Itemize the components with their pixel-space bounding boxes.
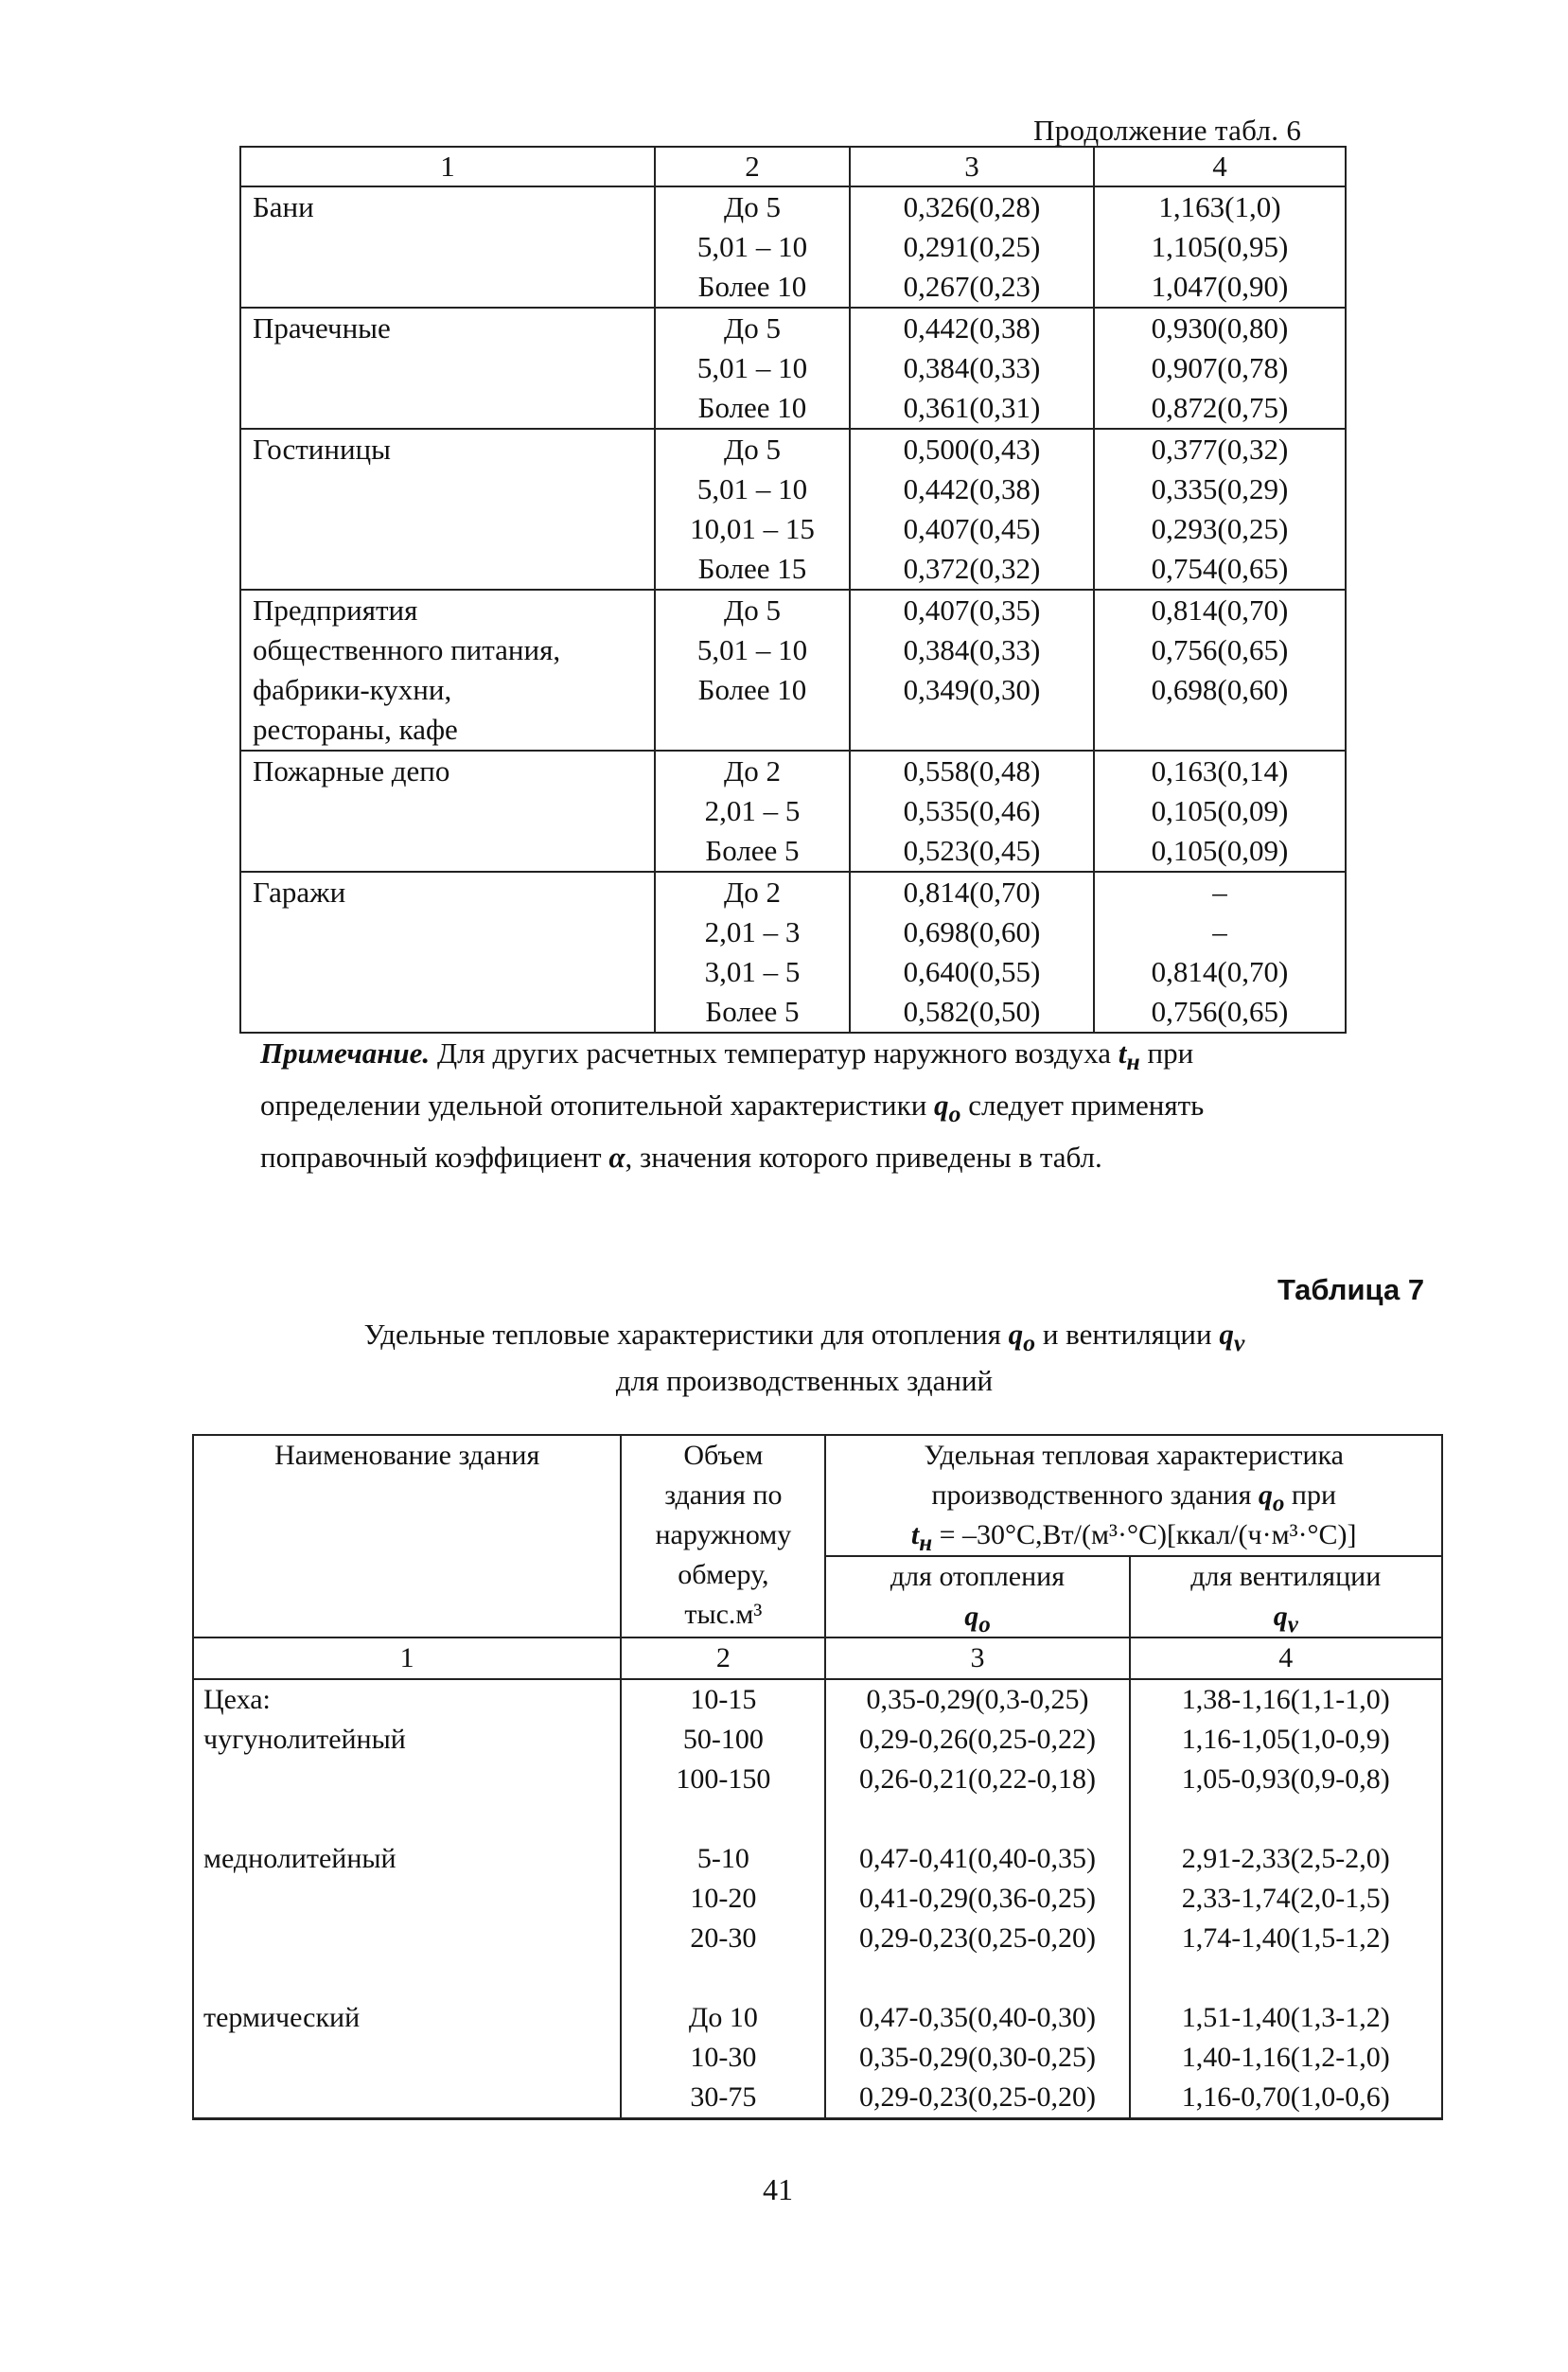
table6-building-name-line: фабрики-кухни, xyxy=(253,673,452,706)
table6-ventilation-line: – xyxy=(1212,876,1227,909)
table7-heating-line: 0,29-0,23(0,25-0,20) xyxy=(859,2081,1096,2113)
table6-building-name xyxy=(240,872,655,1033)
table6-volume xyxy=(655,186,850,308)
table6-ventilation-line: 1,163(1,0) xyxy=(1158,190,1281,223)
table6-volume-line: 2,01 – 5 xyxy=(704,794,801,827)
table6-volume xyxy=(655,751,850,872)
table6-heating-line: 0,407(0,35) xyxy=(903,593,1041,627)
table6-heating-value xyxy=(850,590,1094,751)
table7-number-cell: 3 xyxy=(825,1637,1129,1679)
table6-header-cell: 4 xyxy=(1094,147,1346,186)
table7-head-volume xyxy=(621,1435,825,1637)
table6-volume-line: 2,01 – 3 xyxy=(704,915,801,948)
table6-building-name-line: Гостиницы xyxy=(253,433,391,466)
table7-ventilation-value xyxy=(1130,1679,1442,1839)
table7-ventilation-line: 2,33-1,74(2,0-1,5) xyxy=(1181,1883,1390,1914)
table7-head-spec-symbol-t-sub: н xyxy=(919,1531,933,1556)
table7-head-spec-text: при xyxy=(1284,1479,1337,1511)
table7-spacer xyxy=(203,1879,610,1919)
table6-ventilation-line: 0,105(0,09) xyxy=(1151,834,1289,867)
table7-head-spec-symbol-q: q xyxy=(1258,1479,1273,1511)
table6-volume-line: 3,01 – 5 xyxy=(704,955,801,988)
table7-ventilation-line: 1,38-1,16(1,1-1,0) xyxy=(1181,1684,1390,1715)
table6-header-cell: 2 xyxy=(655,147,850,186)
table6-volume-line: 5,01 – 10 xyxy=(696,351,808,384)
table6-building-name-line: общественного питания, xyxy=(253,633,561,666)
table7-spacer xyxy=(1140,1799,1432,1839)
table7-heating-line: 0,29-0,26(0,25-0,22) xyxy=(859,1724,1096,1755)
table6-heating-value xyxy=(850,308,1094,429)
table7-title-symbol-q0: q xyxy=(1008,1318,1024,1351)
note-symbol-t: t xyxy=(1118,1036,1127,1070)
table7-head-spec xyxy=(825,1435,1442,1556)
table7-head-heating-symbol-line xyxy=(836,1597,1119,1637)
table6-volume-line: До 2 xyxy=(724,876,781,909)
table6-ventilation-line: 0,756(0,65) xyxy=(1151,633,1289,666)
table6-ventilation-line: 0,872(0,75) xyxy=(1151,391,1289,424)
table6-ventilation-line: 1,105(0,95) xyxy=(1151,230,1289,263)
table6-heating-line: 0,349(0,30) xyxy=(903,673,1041,706)
table7-title xyxy=(189,1316,1419,1400)
table6-header-row xyxy=(240,147,1346,186)
table6-volume-line: До 5 xyxy=(724,311,781,345)
table7-title-text: Удельные тепловые характеристики для отопления xyxy=(363,1318,1009,1351)
table7-head-ventilation-text: для вентиляции xyxy=(1190,1561,1382,1592)
table7-building-name-line: Цеха: xyxy=(203,1684,271,1715)
table7-building-name xyxy=(193,1998,621,2119)
table6-volume-line: До 5 xyxy=(724,190,781,223)
table6-building-name xyxy=(240,590,655,751)
table7 xyxy=(192,1434,1443,2120)
table7-title-symbol-qv: q xyxy=(1219,1318,1234,1351)
table6-heating-value xyxy=(850,186,1094,308)
table7-spacer xyxy=(836,1958,1119,1998)
table6-ventilation-line: – xyxy=(1212,915,1227,948)
table7-heating-line: 0,47-0,35(0,40-0,30) xyxy=(859,2002,1096,2033)
table6-ventilation-line: 0,335(0,29) xyxy=(1151,472,1289,505)
table7-number-cell: 2 xyxy=(621,1637,825,1679)
table6-building-name-line: Прачечные xyxy=(253,311,391,345)
table6-note xyxy=(260,1032,1348,1179)
table7-head-volume-line: обмеру, xyxy=(678,1559,769,1590)
table6-volume xyxy=(655,308,850,429)
table7-building-name-line: чугунолитейный xyxy=(203,1724,406,1755)
table6-ventilation-line: 0,814(0,70) xyxy=(1151,955,1289,988)
table6-ventilation-line: 0,293(0,25) xyxy=(1151,512,1289,545)
table7-title-line2: для производственных зданий xyxy=(615,1364,994,1398)
table7-ventilation-line: 1,74-1,40(1,5-1,2) xyxy=(1181,1922,1390,1954)
table6-heating-line: 0,640(0,55) xyxy=(903,955,1041,988)
table7-head-ventilation-symbol: q xyxy=(1273,1601,1288,1632)
table7-ventilation-value xyxy=(1130,1839,1442,1998)
table6-volume-line: До 5 xyxy=(724,593,781,627)
table6-heating-line: 0,384(0,33) xyxy=(903,633,1041,666)
table7-head-name: Наименование здания xyxy=(193,1435,621,1637)
table7-number-row xyxy=(193,1637,1442,1679)
table7-spacer xyxy=(631,1958,815,1998)
table6-heating-line: 0,582(0,50) xyxy=(903,995,1041,1028)
table6-volume-line: Более 5 xyxy=(705,834,800,867)
table7-volume-line: 100-150 xyxy=(676,1763,771,1795)
table6-ventilation-line: 0,105(0,09) xyxy=(1151,794,1289,827)
table6-heating-line: 0,442(0,38) xyxy=(903,311,1041,345)
table6-heating-line: 0,384(0,33) xyxy=(903,351,1041,384)
table7-heating-line: 0,47-0,41(0,40-0,35) xyxy=(859,1843,1096,1874)
table7-ventilation-value xyxy=(1130,1998,1442,2119)
note-text: следует применять поправочный коэффициент xyxy=(260,1089,1205,1175)
table7-heating-line: 0,29-0,23(0,25-0,20) xyxy=(859,1922,1096,1954)
table7-volume-line: 10-15 xyxy=(690,1684,757,1715)
table7-number-cell: 1 xyxy=(193,1637,621,1679)
table7-volume-line: 10-20 xyxy=(690,1883,757,1914)
table7-group-row xyxy=(193,1839,1442,1998)
table6-heating-value xyxy=(850,751,1094,872)
table6-building-name-line: Предприятия xyxy=(253,593,418,627)
table6-volume xyxy=(655,429,850,590)
table7-building-name-line: термический xyxy=(203,2002,361,2033)
table6-ventilation-line: 0,377(0,32) xyxy=(1151,433,1289,466)
table6-ventilation-value xyxy=(1094,590,1346,751)
table6-heating-line: 0,558(0,48) xyxy=(903,754,1041,788)
note-symbol-alpha: α xyxy=(608,1141,625,1175)
table6-ventilation-line: 0,754(0,65) xyxy=(1151,552,1289,585)
table7-title-text: и вентиляции xyxy=(1035,1318,1220,1351)
table6-ventilation-value xyxy=(1094,308,1346,429)
table7-spacer xyxy=(631,1799,815,1839)
table6-ventilation-value xyxy=(1094,751,1346,872)
table7-number: Таблица 7 xyxy=(1277,1273,1425,1306)
table7-heating-line: 0,35-0,29(0,30-0,25) xyxy=(859,2042,1096,2073)
table7-ventilation-line: 1,16-1,05(1,0-0,9) xyxy=(1181,1724,1390,1755)
table7-head-spec-text: = –30°С,Вт/(м³·°С)[ккал/(ч·м³·°С)] xyxy=(932,1519,1357,1550)
table6-group-row xyxy=(240,590,1346,751)
note-symbol-q: q xyxy=(934,1089,949,1123)
table7-heating-value xyxy=(825,1679,1129,1839)
table6-volume-line: 5,01 – 10 xyxy=(696,472,808,505)
table7-spacer xyxy=(203,1760,610,1799)
table7-head-volume-line: наружному xyxy=(655,1519,792,1550)
table6-heating-line: 0,372(0,32) xyxy=(903,552,1041,585)
table7-spacer xyxy=(836,1799,1119,1839)
table7-volume xyxy=(621,1679,825,1839)
table6-ventilation-value xyxy=(1094,429,1346,590)
table6-building-name xyxy=(240,429,655,590)
table6-heating-line: 0,291(0,25) xyxy=(903,230,1041,263)
table6-volume-line: Более 5 xyxy=(705,995,800,1028)
table7-head-spec-text: производственного здания xyxy=(931,1479,1259,1511)
table7-head-ventilation-symbol-line xyxy=(1140,1597,1432,1637)
table6-volume-line: До 5 xyxy=(724,433,781,466)
table6-ventilation-value xyxy=(1094,186,1346,308)
table6-heating-line: 0,500(0,43) xyxy=(903,433,1041,466)
table7-head-ventilation-symbol-sub: v xyxy=(1287,1612,1298,1637)
table6-heating-line: 0,535(0,46) xyxy=(903,794,1041,827)
table6-heating-value xyxy=(850,429,1094,590)
table7-header-row xyxy=(193,1435,1442,1556)
table7-head-spec-line: Удельная тепловая характеристика xyxy=(924,1440,1344,1471)
table7-head-volume-line: тыс.м³ xyxy=(684,1599,763,1630)
table6-ventilation-line: 0,930(0,80) xyxy=(1151,311,1289,345)
table7-volume xyxy=(621,1998,825,2119)
page-number: 41 xyxy=(763,2172,793,2206)
table6-body xyxy=(240,147,1346,1033)
table6-building-name-line: рестораны, кафе xyxy=(253,713,458,746)
table7-heating-line: 0,35-0,29(0,3-0,25) xyxy=(866,1684,1089,1715)
table6-volume-line: 5,01 – 10 xyxy=(696,230,808,263)
table7-heating-line: 0,26-0,21(0,22-0,18) xyxy=(859,1763,1096,1795)
table6-heating-line: 0,814(0,70) xyxy=(903,876,1041,909)
table7-head-volume-line: здания по xyxy=(664,1479,783,1511)
table7-head-heating-symbol-sub: о xyxy=(978,1612,991,1637)
table6-building-name xyxy=(240,186,655,308)
table7-volume xyxy=(621,1839,825,1998)
table7-building-name xyxy=(193,1679,621,1839)
table6-heating-line: 0,326(0,28) xyxy=(903,190,1041,223)
table6-heating-line: 0,523(0,45) xyxy=(903,834,1041,867)
table6-heating-line: 0,442(0,38) xyxy=(903,472,1041,505)
table6-volume-line: До 2 xyxy=(724,754,781,788)
table7-head-volume-line: Объем xyxy=(683,1440,764,1471)
table6-group-row xyxy=(240,751,1346,872)
table6-heating-line: 0,361(0,31) xyxy=(903,391,1041,424)
table7-title-symbol-q0-sub: о xyxy=(1023,1329,1036,1357)
table7-volume-line: 20-30 xyxy=(690,1922,757,1954)
table6-volume xyxy=(655,872,850,1033)
table7-building-name xyxy=(193,1839,621,1998)
table7-group-row xyxy=(193,1998,1442,2119)
table6 xyxy=(239,146,1347,1034)
table6-ventilation-line: 1,047(0,90) xyxy=(1151,270,1289,303)
note-symbol-q-sub: о xyxy=(948,1100,961,1128)
table6-volume-line: Более 10 xyxy=(697,673,807,706)
table6-volume xyxy=(655,590,850,751)
table7-head-heating-symbol: q xyxy=(964,1601,979,1632)
table7-heating-value xyxy=(825,1998,1129,2119)
table6-building-name-line: Гаражи xyxy=(253,876,346,909)
table6-ventilation-value xyxy=(1094,872,1346,1033)
table6-volume-line: Более 10 xyxy=(697,270,807,303)
table7-ventilation-line: 1,05-0,93(0,9-0,8) xyxy=(1181,1763,1390,1795)
table6-heating-line: 0,407(0,45) xyxy=(903,512,1041,545)
table7-head-spec-symbol-q-sub: о xyxy=(1272,1491,1285,1516)
table7-ventilation-line: 1,16-0,70(1,0-0,6) xyxy=(1181,2081,1390,2113)
table6-ventilation-line: 0,698(0,60) xyxy=(1151,673,1289,706)
table6-ventilation-line: 0,756(0,65) xyxy=(1151,995,1289,1028)
table7-spacer xyxy=(1140,1958,1432,1998)
table6-building-name-line: Бани xyxy=(253,190,314,223)
table6-building-name xyxy=(240,308,655,429)
table7-ventilation-line: 1,51-1,40(1,3-1,2) xyxy=(1181,2002,1390,2033)
note-label: Примечание. xyxy=(260,1036,431,1070)
table7-ventilation-line: 2,91-2,33(2,5-2,0) xyxy=(1181,1843,1390,1874)
table7-body xyxy=(193,1435,1442,2119)
note-symbol-t-sub: н xyxy=(1126,1048,1140,1076)
table6-volume-line: Более 15 xyxy=(697,552,807,585)
table6-group-row xyxy=(240,429,1346,590)
table7-head-heating-text: для отопления xyxy=(890,1561,1066,1592)
note-text: при определении удельной отопительной характеристики xyxy=(260,1036,1194,1123)
table7-volume-line: До 10 xyxy=(688,2002,758,2033)
note-text: Для других расчетных температур наружного воздуха xyxy=(430,1036,1119,1070)
table6-heating-line: 0,267(0,23) xyxy=(903,270,1041,303)
table6-header-cell: 1 xyxy=(240,147,655,186)
table7-ventilation-line: 1,40-1,16(1,2-1,0) xyxy=(1181,2042,1390,2073)
table6-ventilation-line: 0,163(0,14) xyxy=(1151,754,1289,788)
table7-volume-line: 10-30 xyxy=(690,2042,757,2073)
table6-heating-line: 0,698(0,60) xyxy=(903,915,1041,948)
note-text: , значения которого приведены в табл. xyxy=(625,1141,1102,1175)
table7-head-spec-symbol-t: t xyxy=(910,1519,920,1550)
table7-volume-line: 5-10 xyxy=(696,1843,749,1874)
table6-ventilation-line: 0,814(0,70) xyxy=(1151,593,1289,627)
table6-building-name-line: Пожарные депо xyxy=(253,754,450,788)
table7-head-heating xyxy=(825,1556,1129,1637)
table6-volume-line: 10,01 – 15 xyxy=(690,512,815,545)
table7-volume-line: 30-75 xyxy=(690,2081,757,2113)
table6-heating-value xyxy=(850,872,1094,1033)
table7-number-cell: 4 xyxy=(1130,1637,1442,1679)
table6-volume-line: Более 10 xyxy=(697,391,807,424)
table6-group-row xyxy=(240,308,1346,429)
table7-group-row xyxy=(193,1679,1442,1839)
table6-continuation-caption: Продолжение табл. 6 xyxy=(1033,114,1302,147)
table7-heating-value xyxy=(825,1839,1129,1998)
table7-head-spec-line xyxy=(836,1476,1432,1515)
table6-ventilation-line: 0,907(0,78) xyxy=(1151,351,1289,384)
table6-group-row xyxy=(240,186,1346,308)
table7-volume-line: 50-100 xyxy=(682,1724,764,1755)
table7-head-spec-line xyxy=(836,1515,1432,1555)
table7-head-ventilation xyxy=(1130,1556,1442,1637)
table7-heating-line: 0,41-0,29(0,36-0,25) xyxy=(859,1883,1096,1914)
table6-header-cell: 3 xyxy=(850,147,1094,186)
table7-building-name-line: меднолитейный xyxy=(203,1843,396,1874)
table6-group-row xyxy=(240,872,1346,1033)
table7-title-symbol-qv-sub: v xyxy=(1233,1329,1245,1357)
table6-volume-line: 5,01 – 10 xyxy=(696,633,808,666)
table6-building-name xyxy=(240,751,655,872)
